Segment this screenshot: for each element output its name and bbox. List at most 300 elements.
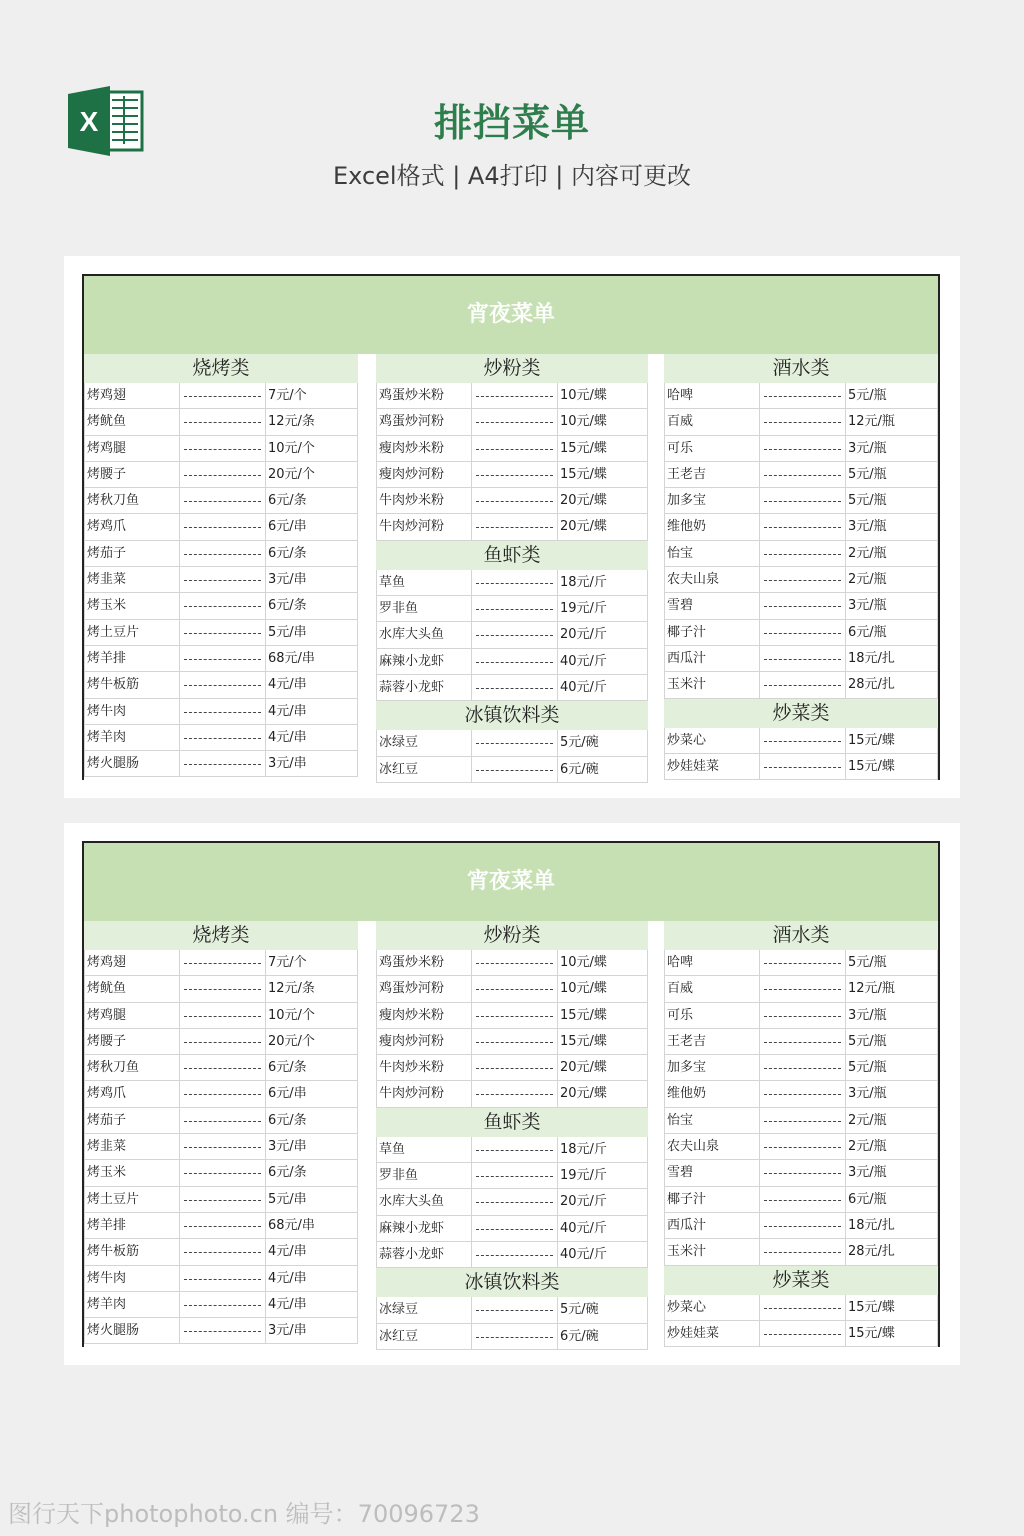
category-header: 鱼虾类 [376,1108,648,1137]
item-name: 雪碧 [664,1160,760,1185]
item-name: 罗非鱼 [376,596,472,621]
item-price: 40元/斤 [558,675,648,700]
item-price: 6元/条 [266,1055,358,1080]
item-name: 烤鸡翅 [84,383,180,408]
item-price: 6元/碗 [558,1324,648,1349]
item-price: 12元/瓶 [846,409,938,434]
menu-item-row [376,1137,648,1163]
item-name: 王老吉 [664,462,760,487]
dotted-leader [180,1266,266,1291]
item-name: 烤鸡腿 [84,1003,180,1028]
item-name: 西瓜汁 [664,1213,760,1238]
menu-item-row [664,1108,938,1134]
menu-item-row [664,436,938,462]
item-price: 20元/斤 [558,1189,648,1214]
dotted-leader [760,593,846,618]
menu-item-row [664,1239,938,1265]
menu-item-row [84,488,358,514]
item-name: 烤牛肉 [84,699,180,724]
item-name: 烤牛板筋 [84,672,180,697]
item-price: 18元/扎 [846,1213,938,1238]
item-name: 烤鸡腿 [84,436,180,461]
menu-sheet [82,274,940,780]
item-name: 哈啤 [664,383,760,408]
dotted-leader [760,383,846,408]
dotted-leader [180,383,266,408]
menu-column [376,921,648,1350]
item-price: 4元/串 [266,1292,358,1317]
item-name: 瘦肉炒米粉 [376,1003,472,1028]
item-price: 15元/蝶 [558,462,648,487]
item-name: 牛肉炒米粉 [376,1055,472,1080]
menu-item-row [84,751,358,777]
item-name: 烤腰子 [84,462,180,487]
item-price: 40元/斤 [558,1216,648,1241]
dotted-leader [180,1134,266,1159]
menu-item-row [376,570,648,596]
menu-item-row [376,1189,648,1215]
menu-column [376,354,648,783]
item-name: 罗非鱼 [376,1163,472,1188]
watermark: 图行天下photophoto.cn 编号：70096723 [8,1500,480,1528]
item-name: 麻辣小龙虾 [376,1216,472,1241]
menu-item-row [664,541,938,567]
item-name: 烤鸡爪 [84,514,180,539]
menu-item-row [664,488,938,514]
item-name: 可乐 [664,436,760,461]
dotted-leader [760,1239,846,1264]
item-price: 6元/条 [266,593,358,618]
item-price: 5元/瓶 [846,488,938,513]
menu-item-row [84,699,358,725]
item-name: 玉米汁 [664,1239,760,1264]
menu-item-row [376,757,648,783]
item-name: 烤韭菜 [84,1134,180,1159]
menu-item-row [664,976,938,1002]
dotted-leader [180,699,266,724]
dotted-leader [472,1216,558,1241]
dotted-leader [760,541,846,566]
item-price: 10元/蝶 [558,383,648,408]
item-price: 15元/蝶 [846,1295,938,1320]
item-name: 鸡蛋炒河粉 [376,409,472,434]
item-name: 烤羊排 [84,646,180,671]
item-price: 7元/个 [266,383,358,408]
item-name: 维他奶 [664,514,760,539]
item-price: 3元/瓶 [846,593,938,618]
dotted-leader [472,514,558,539]
item-name: 哈啤 [664,950,760,975]
menu-item-row [84,514,358,540]
dotted-leader [760,1134,846,1159]
item-price: 6元/条 [266,1108,358,1133]
menu-item-row [376,1242,648,1268]
dotted-leader [472,1003,558,1028]
menu-item-row [84,1239,358,1265]
item-name: 怡宝 [664,541,760,566]
menu-column [664,354,938,780]
item-name: 烤火腿肠 [84,751,180,776]
dotted-leader [472,488,558,513]
category-header: 炒菜类 [664,1266,938,1295]
item-price: 20元/蝶 [558,514,648,539]
menu-item-row [376,462,648,488]
item-price: 20元/斤 [558,622,648,647]
item-price: 4元/串 [266,725,358,750]
item-name: 瘦肉炒河粉 [376,1029,472,1054]
menu-item-row [84,620,358,646]
item-name: 鸡蛋炒河粉 [376,976,472,1001]
item-price: 20元/蝶 [558,1081,648,1106]
menu-item-row [84,950,358,976]
item-name: 烤韭菜 [84,567,180,592]
menu-item-row [84,725,358,751]
menu-item-row [84,436,358,462]
item-price: 15元/蝶 [558,436,648,461]
menu-item-row [376,1029,648,1055]
item-price: 2元/瓶 [846,567,938,592]
item-price: 15元/蝶 [558,1029,648,1054]
item-price: 10元/蝶 [558,950,648,975]
dotted-leader [760,620,846,645]
item-name: 牛肉炒米粉 [376,488,472,513]
item-name: 烤羊肉 [84,725,180,750]
item-name: 鸡蛋炒米粉 [376,950,472,975]
menu-item-row [664,1295,938,1321]
dotted-leader [760,436,846,461]
menu-column [84,354,358,777]
item-price: 4元/串 [266,699,358,724]
item-price: 3元/瓶 [846,1081,938,1106]
item-name: 烤鱿鱼 [84,976,180,1001]
item-name: 炒菜心 [664,1295,760,1320]
item-name: 可乐 [664,1003,760,1028]
dotted-leader [760,976,846,1001]
item-price: 68元/串 [266,1213,358,1238]
menu-item-row [84,1108,358,1134]
menu-column [84,921,358,1344]
item-price: 28元/扎 [846,672,938,697]
menu-item-row [376,596,648,622]
menu-item-row [664,1029,938,1055]
dotted-leader [180,1213,266,1238]
dotted-leader [472,1324,558,1349]
menu-item-row [376,1055,648,1081]
dotted-leader [180,1292,266,1317]
item-name: 瘦肉炒米粉 [376,436,472,461]
dotted-leader [180,488,266,513]
item-name: 炒菜心 [664,728,760,753]
menu-item-row [664,646,938,672]
item-name: 雪碧 [664,593,760,618]
dotted-leader [472,570,558,595]
menu-item-row [84,409,358,435]
menu-item-row [376,976,648,1002]
item-name: 烤鸡爪 [84,1081,180,1106]
menu-item-row [376,1324,648,1350]
item-price: 10元/个 [266,1003,358,1028]
dotted-leader [760,1081,846,1106]
dotted-leader [760,1187,846,1212]
item-name: 烤鸡翅 [84,950,180,975]
logo-letter: X [79,106,99,137]
item-name: 烤土豆片 [84,1187,180,1212]
menu-item-row [376,730,648,756]
dotted-leader [760,728,846,753]
category-header: 鱼虾类 [376,541,648,570]
dotted-leader [472,1081,558,1106]
item-name: 瘦肉炒河粉 [376,462,472,487]
item-name: 烤秋刀鱼 [84,1055,180,1080]
menu-item-row [376,436,648,462]
item-price: 3元/瓶 [846,436,938,461]
category-header: 酒水类 [664,921,938,950]
item-name: 加多宝 [664,1055,760,1080]
item-price: 3元/瓶 [846,514,938,539]
menu-card [64,823,960,1365]
item-name: 加多宝 [664,488,760,513]
item-price: 18元/斤 [558,1137,648,1162]
menu-item-row [84,1055,358,1081]
item-price: 12元/条 [266,409,358,434]
menu-item-row [84,1213,358,1239]
item-name: 蒜蓉小龙虾 [376,675,472,700]
dotted-leader [472,730,558,755]
menu-item-row [84,567,358,593]
item-price: 5元/瓶 [846,950,938,975]
menu-item-row [664,514,938,540]
menu-item-row [376,409,648,435]
item-name: 烤玉米 [84,1160,180,1185]
item-price: 3元/串 [266,751,358,776]
menu-item-row [664,728,938,754]
item-name: 烤土豆片 [84,620,180,645]
category-header: 冰镇饮料类 [376,1268,648,1297]
item-name: 农夫山泉 [664,1134,760,1159]
dotted-leader [180,1003,266,1028]
item-name: 西瓜汁 [664,646,760,671]
menu-item-row [84,1003,358,1029]
menu-item-row [84,1029,358,1055]
menu-item-row [84,593,358,619]
dotted-leader [760,1029,846,1054]
menu-item-row [664,593,938,619]
dotted-leader [760,1321,846,1346]
menu-item-row [84,672,358,698]
dotted-leader [760,488,846,513]
item-price: 20元/蝶 [558,488,648,513]
menu-card [64,256,960,798]
item-price: 5元/瓶 [846,462,938,487]
item-price: 4元/串 [266,1266,358,1291]
dotted-leader [180,541,266,566]
menu-item-row [84,383,358,409]
item-price: 6元/串 [266,514,358,539]
dotted-leader [180,976,266,1001]
item-name: 炒娃娃菜 [664,1321,760,1346]
menu-item-row [84,1134,358,1160]
item-price: 6元/瓶 [846,620,938,645]
menu-title: 宵夜菜单 [84,843,938,921]
dotted-leader [180,567,266,592]
item-price: 5元/碗 [558,730,648,755]
menu-item-row [664,620,938,646]
item-name: 烤牛肉 [84,1266,180,1291]
menu-sheet [82,841,940,1347]
dotted-leader [760,754,846,779]
menu-item-row [84,1292,358,1318]
menu-item-row [84,976,358,1002]
item-name: 水库大头鱼 [376,622,472,647]
dotted-leader [472,1242,558,1267]
item-name: 冰绿豆 [376,730,472,755]
menu-item-row [376,488,648,514]
menu-title: 宵夜菜单 [84,276,938,354]
item-name: 烤牛板筋 [84,1239,180,1264]
menu-item-row [84,1160,358,1186]
dotted-leader [180,1055,266,1080]
item-price: 5元/串 [266,1187,358,1212]
dotted-leader [180,950,266,975]
item-name: 草鱼 [376,1137,472,1162]
dotted-leader [472,1189,558,1214]
item-price: 10元/蝶 [558,409,648,434]
item-name: 冰红豆 [376,1324,472,1349]
item-price: 18元/斤 [558,570,648,595]
dotted-leader [180,1029,266,1054]
dotted-leader [472,1163,558,1188]
menu-item-row [664,1081,938,1107]
dotted-leader [472,976,558,1001]
page-subtitle: Excel格式 | A4打印 | 内容可更改 [333,162,691,190]
dotted-leader [472,1055,558,1080]
item-name: 蒜蓉小龙虾 [376,1242,472,1267]
dotted-leader [472,1029,558,1054]
item-price: 12元/瓶 [846,976,938,1001]
item-name: 王老吉 [664,1029,760,1054]
dotted-leader [760,950,846,975]
dotted-leader [180,620,266,645]
item-price: 40元/斤 [558,649,648,674]
dotted-leader [472,1137,558,1162]
item-price: 3元/瓶 [846,1003,938,1028]
item-price: 2元/瓶 [846,1134,938,1159]
menu-item-row [84,1081,358,1107]
item-name: 炒娃娃菜 [664,754,760,779]
category-header: 炒粉类 [376,354,648,383]
dotted-leader [472,436,558,461]
item-name: 烤腰子 [84,1029,180,1054]
menu-item-row [84,1266,358,1292]
item-price: 4元/串 [266,1239,358,1264]
menu-item-row [664,1160,938,1186]
menu-item-row [376,1163,648,1189]
dotted-leader [760,567,846,592]
menu-item-row [84,462,358,488]
item-price: 15元/蝶 [846,728,938,753]
menu-item-row [664,672,938,698]
item-name: 冰绿豆 [376,1297,472,1322]
item-price: 18元/扎 [846,646,938,671]
dotted-leader [180,436,266,461]
dotted-leader [472,757,558,782]
dotted-leader [760,1295,846,1320]
item-price: 3元/串 [266,1134,358,1159]
item-price: 2元/瓶 [846,541,938,566]
menu-item-row [664,1003,938,1029]
item-price: 6元/条 [266,541,358,566]
menu-item-row [376,950,648,976]
item-price: 3元/串 [266,1318,358,1343]
item-price: 6元/碗 [558,757,648,782]
category-header: 炒菜类 [664,699,938,728]
item-price: 10元/个 [266,436,358,461]
menu-columns [84,921,938,1347]
menu-item-row [376,1003,648,1029]
dotted-leader [472,950,558,975]
dotted-leader [472,462,558,487]
item-price: 4元/串 [266,672,358,697]
menu-item-row [664,1187,938,1213]
item-name: 烤羊肉 [84,1292,180,1317]
item-name: 怡宝 [664,1108,760,1133]
item-price: 5元/串 [266,620,358,645]
dotted-leader [180,1081,266,1106]
item-name: 椰子汁 [664,1187,760,1212]
item-price: 6元/条 [266,1160,358,1185]
item-price: 10元/蝶 [558,976,648,1001]
item-name: 维他奶 [664,1081,760,1106]
item-price: 19元/斤 [558,1163,648,1188]
dotted-leader [472,1297,558,1322]
menu-item-row [664,409,938,435]
menu-item-row [664,1055,938,1081]
category-header: 酒水类 [664,354,938,383]
item-name: 烤秋刀鱼 [84,488,180,513]
item-name: 烤茄子 [84,1108,180,1133]
dotted-leader [180,672,266,697]
category-header: 烧烤类 [84,921,358,950]
item-name: 水库大头鱼 [376,1189,472,1214]
dotted-leader [180,725,266,750]
menu-item-row [84,1187,358,1213]
dotted-leader [760,462,846,487]
menu-item-row [376,1297,648,1323]
item-name: 椰子汁 [664,620,760,645]
menu-item-row [664,462,938,488]
item-price: 5元/瓶 [846,1029,938,1054]
item-name: 鸡蛋炒米粉 [376,383,472,408]
menu-item-row [376,675,648,701]
item-price: 20元/蝶 [558,1055,648,1080]
item-price: 3元/瓶 [846,1160,938,1185]
item-name: 草鱼 [376,570,472,595]
dotted-leader [180,409,266,434]
item-price: 68元/串 [266,646,358,671]
menu-item-row [84,1318,358,1344]
category-header: 烧烤类 [84,354,358,383]
item-name: 烤羊排 [84,1213,180,1238]
menu-item-row [376,649,648,675]
dotted-leader [760,1108,846,1133]
menu-item-row [664,1321,938,1347]
dotted-leader [760,514,846,539]
menu-item-row [376,1216,648,1242]
dotted-leader [472,649,558,674]
dotted-leader [180,514,266,539]
page-title: 排挡菜单 [433,101,590,145]
dotted-leader [472,383,558,408]
